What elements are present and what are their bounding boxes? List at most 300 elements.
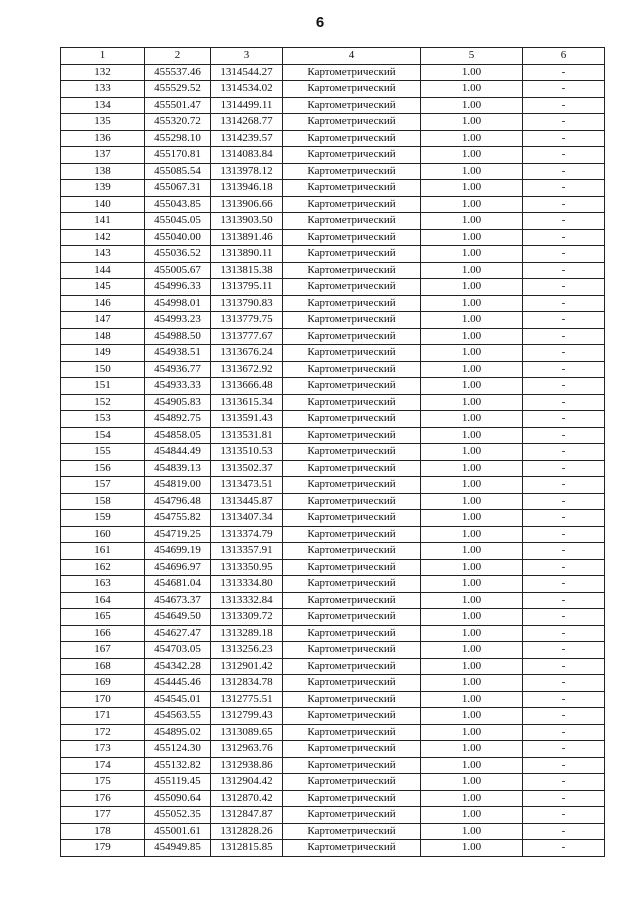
y-coordinate-cell: 1313334.80 bbox=[211, 576, 283, 593]
column-header-4: 4 bbox=[283, 48, 421, 65]
note-cell: - bbox=[523, 411, 605, 428]
point-number-cell: 160 bbox=[61, 526, 145, 543]
x-coordinate-cell: 455085.54 bbox=[145, 163, 211, 180]
method-cell: Картометрический bbox=[283, 229, 421, 246]
table-row bbox=[61, 708, 605, 725]
accuracy-cell: 1.00 bbox=[421, 229, 523, 246]
x-coordinate-cell: 454719.25 bbox=[145, 526, 211, 543]
table-row bbox=[61, 592, 605, 609]
method-cell: Картометрический bbox=[283, 361, 421, 378]
note-cell: - bbox=[523, 559, 605, 576]
point-number-cell: 158 bbox=[61, 493, 145, 510]
point-number-cell: 166 bbox=[61, 625, 145, 642]
x-coordinate-cell: 455298.10 bbox=[145, 130, 211, 147]
table-row bbox=[61, 576, 605, 593]
point-number-cell: 152 bbox=[61, 394, 145, 411]
accuracy-cell: 1.00 bbox=[421, 130, 523, 147]
y-coordinate-cell: 1314083.84 bbox=[211, 147, 283, 164]
method-cell: Картометрический bbox=[283, 114, 421, 131]
method-cell: Картометрический bbox=[283, 295, 421, 312]
table-row bbox=[61, 64, 605, 81]
point-number-cell: 143 bbox=[61, 246, 145, 263]
point-number-cell: 139 bbox=[61, 180, 145, 197]
x-coordinate-cell: 455529.52 bbox=[145, 81, 211, 98]
table-row bbox=[61, 460, 605, 477]
method-cell: Картометрический bbox=[283, 510, 421, 527]
point-number-cell: 179 bbox=[61, 840, 145, 857]
note-cell: - bbox=[523, 840, 605, 857]
accuracy-cell: 1.00 bbox=[421, 592, 523, 609]
point-number-cell: 175 bbox=[61, 774, 145, 791]
x-coordinate-cell: 455320.72 bbox=[145, 114, 211, 131]
point-number-cell: 144 bbox=[61, 262, 145, 279]
note-cell: - bbox=[523, 576, 605, 593]
table-row bbox=[61, 97, 605, 114]
note-cell: - bbox=[523, 163, 605, 180]
y-coordinate-cell: 1313531.81 bbox=[211, 427, 283, 444]
note-cell: - bbox=[523, 444, 605, 461]
table-row bbox=[61, 493, 605, 510]
x-coordinate-cell: 454844.49 bbox=[145, 444, 211, 461]
table-row bbox=[61, 609, 605, 626]
table-row bbox=[61, 312, 605, 329]
note-cell: - bbox=[523, 130, 605, 147]
point-number-cell: 140 bbox=[61, 196, 145, 213]
table-row bbox=[61, 724, 605, 741]
y-coordinate-cell: 1313795.11 bbox=[211, 279, 283, 296]
point-number-cell: 137 bbox=[61, 147, 145, 164]
point-number-cell: 154 bbox=[61, 427, 145, 444]
method-cell: Картометрический bbox=[283, 675, 421, 692]
x-coordinate-cell: 455052.35 bbox=[145, 807, 211, 824]
y-coordinate-cell: 1313815.38 bbox=[211, 262, 283, 279]
point-number-cell: 153 bbox=[61, 411, 145, 428]
note-cell: - bbox=[523, 246, 605, 263]
accuracy-cell: 1.00 bbox=[421, 81, 523, 98]
point-number-cell: 171 bbox=[61, 708, 145, 725]
y-coordinate-cell: 1314544.27 bbox=[211, 64, 283, 81]
point-number-cell: 149 bbox=[61, 345, 145, 362]
x-coordinate-cell: 455036.52 bbox=[145, 246, 211, 263]
accuracy-cell: 1.00 bbox=[421, 64, 523, 81]
table-row bbox=[61, 642, 605, 659]
note-cell: - bbox=[523, 526, 605, 543]
table-row bbox=[61, 510, 605, 527]
accuracy-cell: 1.00 bbox=[421, 262, 523, 279]
method-cell: Картометрический bbox=[283, 427, 421, 444]
y-coordinate-cell: 1313332.84 bbox=[211, 592, 283, 609]
point-number-cell: 161 bbox=[61, 543, 145, 560]
method-cell: Картометрический bbox=[283, 345, 421, 362]
method-cell: Картометрический bbox=[283, 64, 421, 81]
x-coordinate-cell: 454342.28 bbox=[145, 658, 211, 675]
accuracy-cell: 1.00 bbox=[421, 444, 523, 461]
method-cell: Картометрический bbox=[283, 213, 421, 230]
point-number-cell: 145 bbox=[61, 279, 145, 296]
x-coordinate-cell: 454858.05 bbox=[145, 427, 211, 444]
y-coordinate-cell: 1314534.02 bbox=[211, 81, 283, 98]
accuracy-cell: 1.00 bbox=[421, 477, 523, 494]
table-header-row bbox=[61, 48, 605, 65]
table-row bbox=[61, 295, 605, 312]
point-number-cell: 136 bbox=[61, 130, 145, 147]
method-cell: Картометрический bbox=[283, 246, 421, 263]
y-coordinate-cell: 1312904.42 bbox=[211, 774, 283, 791]
note-cell: - bbox=[523, 741, 605, 758]
table-row bbox=[61, 625, 605, 642]
method-cell: Картометрический bbox=[283, 708, 421, 725]
x-coordinate-cell: 454563.55 bbox=[145, 708, 211, 725]
x-coordinate-cell: 455005.67 bbox=[145, 262, 211, 279]
method-cell: Картометрический bbox=[283, 130, 421, 147]
note-cell: - bbox=[523, 97, 605, 114]
method-cell: Картометрический bbox=[283, 493, 421, 510]
accuracy-cell: 1.00 bbox=[421, 394, 523, 411]
note-cell: - bbox=[523, 312, 605, 329]
table-row bbox=[61, 790, 605, 807]
y-coordinate-cell: 1313946.18 bbox=[211, 180, 283, 197]
x-coordinate-cell: 454699.19 bbox=[145, 543, 211, 560]
y-coordinate-cell: 1312963.76 bbox=[211, 741, 283, 758]
note-cell: - bbox=[523, 427, 605, 444]
method-cell: Картометрический bbox=[283, 790, 421, 807]
method-cell: Картометрический bbox=[283, 444, 421, 461]
accuracy-cell: 1.00 bbox=[421, 345, 523, 362]
accuracy-cell: 1.00 bbox=[421, 510, 523, 527]
note-cell: - bbox=[523, 774, 605, 791]
table-row bbox=[61, 246, 605, 263]
point-number-cell: 173 bbox=[61, 741, 145, 758]
y-coordinate-cell: 1312834.78 bbox=[211, 675, 283, 692]
method-cell: Картометрический bbox=[283, 81, 421, 98]
x-coordinate-cell: 454796.48 bbox=[145, 493, 211, 510]
method-cell: Картометрический bbox=[283, 724, 421, 741]
accuracy-cell: 1.00 bbox=[421, 840, 523, 857]
note-cell: - bbox=[523, 823, 605, 840]
point-number-cell: 156 bbox=[61, 460, 145, 477]
point-number-cell: 147 bbox=[61, 312, 145, 329]
x-coordinate-cell: 455132.82 bbox=[145, 757, 211, 774]
y-coordinate-cell: 1313445.87 bbox=[211, 493, 283, 510]
method-cell: Картометрический bbox=[283, 840, 421, 857]
x-coordinate-cell: 454993.23 bbox=[145, 312, 211, 329]
y-coordinate-cell: 1313779.75 bbox=[211, 312, 283, 329]
point-number-cell: 174 bbox=[61, 757, 145, 774]
note-cell: - bbox=[523, 493, 605, 510]
method-cell: Картометрический bbox=[283, 262, 421, 279]
method-cell: Картометрический bbox=[283, 394, 421, 411]
point-number-cell: 150 bbox=[61, 361, 145, 378]
note-cell: - bbox=[523, 790, 605, 807]
x-coordinate-cell: 454445.46 bbox=[145, 675, 211, 692]
accuracy-cell: 1.00 bbox=[421, 741, 523, 758]
point-number-cell: 169 bbox=[61, 675, 145, 692]
method-cell: Картометрический bbox=[283, 328, 421, 345]
table-row bbox=[61, 444, 605, 461]
table-row bbox=[61, 279, 605, 296]
y-coordinate-cell: 1313350.95 bbox=[211, 559, 283, 576]
x-coordinate-cell: 454895.02 bbox=[145, 724, 211, 741]
accuracy-cell: 1.00 bbox=[421, 279, 523, 296]
method-cell: Картометрический bbox=[283, 807, 421, 824]
point-number-cell: 170 bbox=[61, 691, 145, 708]
accuracy-cell: 1.00 bbox=[421, 97, 523, 114]
y-coordinate-cell: 1313666.48 bbox=[211, 378, 283, 395]
x-coordinate-cell: 455040.00 bbox=[145, 229, 211, 246]
x-coordinate-cell: 454938.51 bbox=[145, 345, 211, 362]
accuracy-cell: 1.00 bbox=[421, 625, 523, 642]
accuracy-cell: 1.00 bbox=[421, 691, 523, 708]
x-coordinate-cell: 455001.61 bbox=[145, 823, 211, 840]
accuracy-cell: 1.00 bbox=[421, 196, 523, 213]
accuracy-cell: 1.00 bbox=[421, 774, 523, 791]
table-row bbox=[61, 394, 605, 411]
point-number-cell: 167 bbox=[61, 642, 145, 659]
method-cell: Картометрический bbox=[283, 411, 421, 428]
note-cell: - bbox=[523, 378, 605, 395]
accuracy-cell: 1.00 bbox=[421, 790, 523, 807]
method-cell: Картометрический bbox=[283, 279, 421, 296]
method-cell: Картометрический bbox=[283, 378, 421, 395]
y-coordinate-cell: 1313676.24 bbox=[211, 345, 283, 362]
table-row bbox=[61, 757, 605, 774]
note-cell: - bbox=[523, 543, 605, 560]
x-coordinate-cell: 454933.33 bbox=[145, 378, 211, 395]
table-row bbox=[61, 262, 605, 279]
accuracy-cell: 1.00 bbox=[421, 312, 523, 329]
y-coordinate-cell: 1313978.12 bbox=[211, 163, 283, 180]
method-cell: Картометрический bbox=[283, 592, 421, 609]
point-number-cell: 165 bbox=[61, 609, 145, 626]
x-coordinate-cell: 455119.45 bbox=[145, 774, 211, 791]
note-cell: - bbox=[523, 642, 605, 659]
table-row bbox=[61, 675, 605, 692]
y-coordinate-cell: 1312938.86 bbox=[211, 757, 283, 774]
method-cell: Картометрический bbox=[283, 97, 421, 114]
accuracy-cell: 1.00 bbox=[421, 378, 523, 395]
table-row bbox=[61, 823, 605, 840]
accuracy-cell: 1.00 bbox=[421, 823, 523, 840]
page-number: 6 bbox=[315, 14, 325, 31]
table-row bbox=[61, 229, 605, 246]
x-coordinate-cell: 454545.01 bbox=[145, 691, 211, 708]
y-coordinate-cell: 1313407.34 bbox=[211, 510, 283, 527]
table-row bbox=[61, 477, 605, 494]
accuracy-cell: 1.00 bbox=[421, 576, 523, 593]
note-cell: - bbox=[523, 658, 605, 675]
note-cell: - bbox=[523, 361, 605, 378]
note-cell: - bbox=[523, 724, 605, 741]
note-cell: - bbox=[523, 394, 605, 411]
accuracy-cell: 1.00 bbox=[421, 427, 523, 444]
table-row bbox=[61, 427, 605, 444]
point-number-cell: 135 bbox=[61, 114, 145, 131]
x-coordinate-cell: 454892.75 bbox=[145, 411, 211, 428]
y-coordinate-cell: 1313903.50 bbox=[211, 213, 283, 230]
table-row bbox=[61, 378, 605, 395]
y-coordinate-cell: 1313256.23 bbox=[211, 642, 283, 659]
note-cell: - bbox=[523, 213, 605, 230]
note-cell: - bbox=[523, 180, 605, 197]
table-row bbox=[61, 691, 605, 708]
accuracy-cell: 1.00 bbox=[421, 724, 523, 741]
accuracy-cell: 1.00 bbox=[421, 543, 523, 560]
table-row bbox=[61, 774, 605, 791]
accuracy-cell: 1.00 bbox=[421, 213, 523, 230]
point-number-cell: 138 bbox=[61, 163, 145, 180]
note-cell: - bbox=[523, 807, 605, 824]
note-cell: - bbox=[523, 345, 605, 362]
x-coordinate-cell: 454673.37 bbox=[145, 592, 211, 609]
method-cell: Картометрический bbox=[283, 823, 421, 840]
note-cell: - bbox=[523, 279, 605, 296]
note-cell: - bbox=[523, 675, 605, 692]
table-row bbox=[61, 130, 605, 147]
note-cell: - bbox=[523, 64, 605, 81]
column-header-2: 2 bbox=[145, 48, 211, 65]
method-cell: Картометрический bbox=[283, 757, 421, 774]
x-coordinate-cell: 454627.47 bbox=[145, 625, 211, 642]
y-coordinate-cell: 1313309.72 bbox=[211, 609, 283, 626]
accuracy-cell: 1.00 bbox=[421, 609, 523, 626]
point-number-cell: 155 bbox=[61, 444, 145, 461]
x-coordinate-cell: 454819.00 bbox=[145, 477, 211, 494]
note-cell: - bbox=[523, 147, 605, 164]
method-cell: Картометрический bbox=[283, 543, 421, 560]
method-cell: Картометрический bbox=[283, 774, 421, 791]
y-coordinate-cell: 1313357.91 bbox=[211, 543, 283, 560]
method-cell: Картометрический bbox=[283, 477, 421, 494]
point-number-cell: 132 bbox=[61, 64, 145, 81]
note-cell: - bbox=[523, 510, 605, 527]
y-coordinate-cell: 1313473.51 bbox=[211, 477, 283, 494]
x-coordinate-cell: 454998.01 bbox=[145, 295, 211, 312]
table-row bbox=[61, 741, 605, 758]
point-number-cell: 146 bbox=[61, 295, 145, 312]
point-number-cell: 163 bbox=[61, 576, 145, 593]
point-number-cell: 176 bbox=[61, 790, 145, 807]
x-coordinate-cell: 454681.04 bbox=[145, 576, 211, 593]
y-coordinate-cell: 1313890.11 bbox=[211, 246, 283, 263]
x-coordinate-cell: 454988.50 bbox=[145, 328, 211, 345]
y-coordinate-cell: 1312815.85 bbox=[211, 840, 283, 857]
x-coordinate-cell: 454936.77 bbox=[145, 361, 211, 378]
x-coordinate-cell: 454949.85 bbox=[145, 840, 211, 857]
point-number-cell: 148 bbox=[61, 328, 145, 345]
y-coordinate-cell: 1313374.79 bbox=[211, 526, 283, 543]
x-coordinate-cell: 455124.30 bbox=[145, 741, 211, 758]
y-coordinate-cell: 1313891.46 bbox=[211, 229, 283, 246]
y-coordinate-cell: 1313906.66 bbox=[211, 196, 283, 213]
accuracy-cell: 1.00 bbox=[421, 658, 523, 675]
y-coordinate-cell: 1313591.43 bbox=[211, 411, 283, 428]
x-coordinate-cell: 454905.83 bbox=[145, 394, 211, 411]
y-coordinate-cell: 1314268.77 bbox=[211, 114, 283, 131]
x-coordinate-cell: 454703.05 bbox=[145, 642, 211, 659]
y-coordinate-cell: 1314499.11 bbox=[211, 97, 283, 114]
x-coordinate-cell: 455043.85 bbox=[145, 196, 211, 213]
method-cell: Картометрический bbox=[283, 526, 421, 543]
x-coordinate-cell: 455537.46 bbox=[145, 64, 211, 81]
table-body bbox=[61, 64, 605, 856]
x-coordinate-cell: 454839.13 bbox=[145, 460, 211, 477]
x-coordinate-cell: 454649.50 bbox=[145, 609, 211, 626]
y-coordinate-cell: 1313289.18 bbox=[211, 625, 283, 642]
accuracy-cell: 1.00 bbox=[421, 559, 523, 576]
accuracy-cell: 1.00 bbox=[421, 246, 523, 263]
accuracy-cell: 1.00 bbox=[421, 493, 523, 510]
note-cell: - bbox=[523, 625, 605, 642]
note-cell: - bbox=[523, 477, 605, 494]
point-number-cell: 159 bbox=[61, 510, 145, 527]
method-cell: Картометрический bbox=[283, 658, 421, 675]
column-header-1: 1 bbox=[61, 48, 145, 65]
y-coordinate-cell: 1313510.53 bbox=[211, 444, 283, 461]
note-cell: - bbox=[523, 691, 605, 708]
table-row bbox=[61, 361, 605, 378]
method-cell: Картометрический bbox=[283, 312, 421, 329]
point-number-cell: 133 bbox=[61, 81, 145, 98]
method-cell: Картометрический bbox=[283, 691, 421, 708]
x-coordinate-cell: 455170.81 bbox=[145, 147, 211, 164]
method-cell: Картометрический bbox=[283, 559, 421, 576]
column-header-6: 6 bbox=[523, 48, 605, 65]
point-number-cell: 142 bbox=[61, 229, 145, 246]
y-coordinate-cell: 1312901.42 bbox=[211, 658, 283, 675]
y-coordinate-cell: 1312799.43 bbox=[211, 708, 283, 725]
accuracy-cell: 1.00 bbox=[421, 163, 523, 180]
table-row bbox=[61, 213, 605, 230]
table-row bbox=[61, 81, 605, 98]
note-cell: - bbox=[523, 262, 605, 279]
table-row bbox=[61, 328, 605, 345]
x-coordinate-cell: 454996.33 bbox=[145, 279, 211, 296]
table-row bbox=[61, 345, 605, 362]
accuracy-cell: 1.00 bbox=[421, 675, 523, 692]
y-coordinate-cell: 1313089.65 bbox=[211, 724, 283, 741]
method-cell: Картометрический bbox=[283, 642, 421, 659]
point-number-cell: 177 bbox=[61, 807, 145, 824]
table-row bbox=[61, 114, 605, 131]
y-coordinate-cell: 1313502.37 bbox=[211, 460, 283, 477]
note-cell: - bbox=[523, 757, 605, 774]
method-cell: Картометрический bbox=[283, 741, 421, 758]
note-cell: - bbox=[523, 609, 605, 626]
table-row bbox=[61, 411, 605, 428]
point-number-cell: 141 bbox=[61, 213, 145, 230]
method-cell: Картометрический bbox=[283, 196, 421, 213]
point-number-cell: 151 bbox=[61, 378, 145, 395]
point-number-cell: 134 bbox=[61, 97, 145, 114]
accuracy-cell: 1.00 bbox=[421, 460, 523, 477]
column-header-5: 5 bbox=[421, 48, 523, 65]
note-cell: - bbox=[523, 460, 605, 477]
y-coordinate-cell: 1313790.83 bbox=[211, 295, 283, 312]
table-row bbox=[61, 840, 605, 857]
y-coordinate-cell: 1314239.57 bbox=[211, 130, 283, 147]
y-coordinate-cell: 1312828.26 bbox=[211, 823, 283, 840]
point-number-cell: 164 bbox=[61, 592, 145, 609]
method-cell: Картометрический bbox=[283, 147, 421, 164]
x-coordinate-cell: 454755.82 bbox=[145, 510, 211, 527]
table-row bbox=[61, 526, 605, 543]
column-header-3: 3 bbox=[211, 48, 283, 65]
point-number-cell: 168 bbox=[61, 658, 145, 675]
method-cell: Картометрический bbox=[283, 163, 421, 180]
y-coordinate-cell: 1313777.67 bbox=[211, 328, 283, 345]
table-row bbox=[61, 543, 605, 560]
point-number-cell: 162 bbox=[61, 559, 145, 576]
